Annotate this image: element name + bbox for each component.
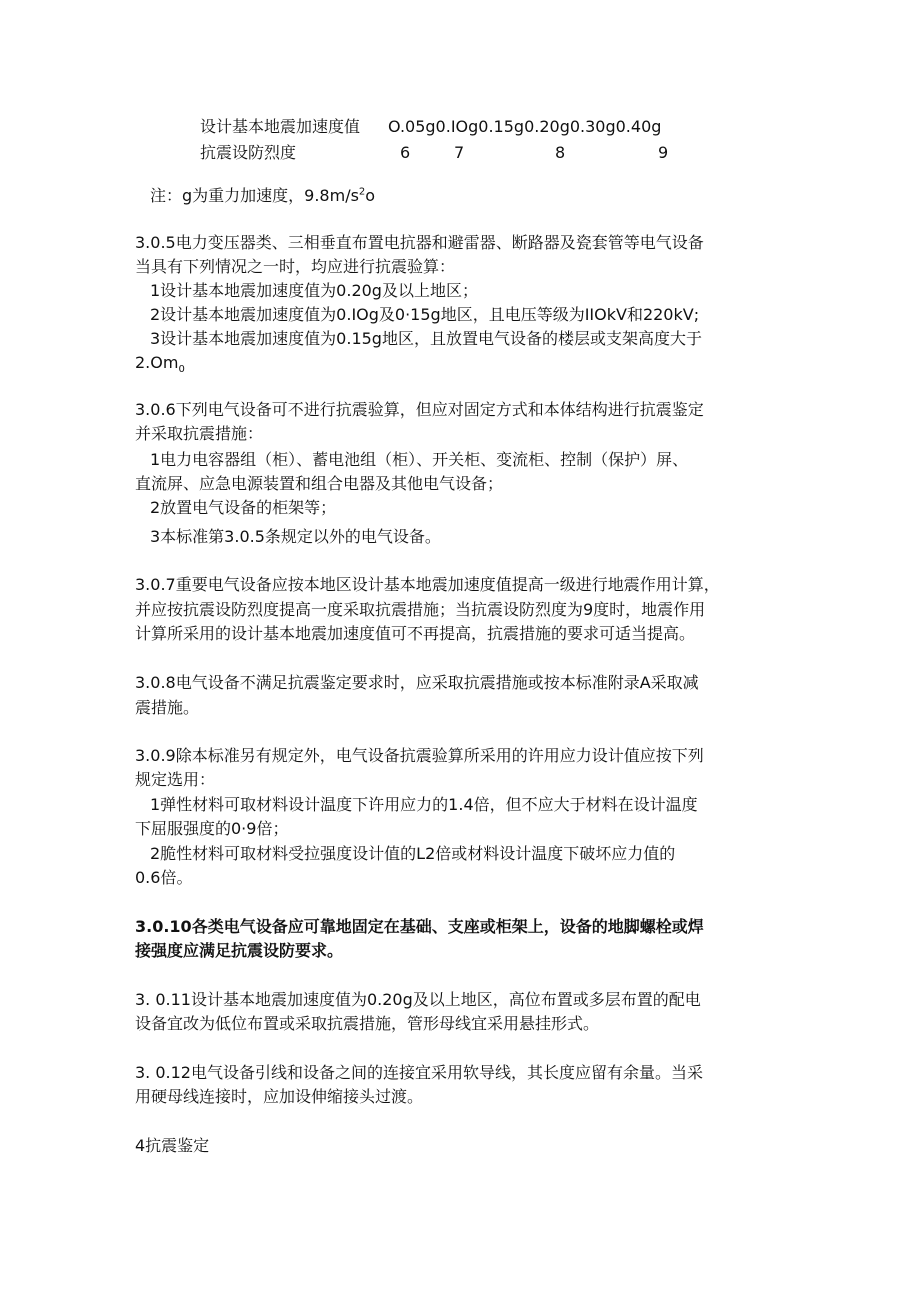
clause-3-0-5-line-1: 3.0.5电力变压器类、三相垂直布置电抗器和避雷器、断路器及瓷套管等电气设备: [135, 233, 704, 252]
note-text: 注：g为重力加速度，9.8m/s: [150, 186, 359, 205]
clause-3-0-5-line-6-text: 2.Om: [135, 353, 179, 372]
table-value-intensity-9: 9: [658, 143, 669, 162]
clause-3-0-11-line-2: 设备宜改为低位布置或采取抗震措施，管形母线宜采用悬挂形式。: [135, 1014, 600, 1033]
table-value-intensity-7: 7: [454, 143, 465, 162]
clause-3-0-5-item-2: 2设计基本地震加速度值为0.IOg及0·15g地区，且电压等级为IIOkV和220kV;: [150, 305, 700, 324]
table-values-acceleration: O.05g0.IOg0.15g0.20g0.30g0.40g: [388, 117, 662, 136]
clause-3-0-12-line-2: 用硬母线连接时，应加设伸缩接头过渡。: [135, 1087, 424, 1106]
clause-3-0-6-line-1: 3.0.6下列电气设备可不进行抗震验算，但应对固定方式和本体结构进行抗震鉴定: [135, 400, 704, 419]
table-label-acceleration: 设计基本地震加速度值: [200, 117, 361, 136]
note-tail: o: [365, 186, 376, 205]
clause-3-0-7-line-2: 并应按抗震设防烈度提高一度采取抗震措施；当抗震设防烈度为9度时，地震作用: [135, 600, 706, 619]
clause-3-0-6-item-3: 3本标准第3.0.5条规定以外的电气设备。: [150, 527, 441, 546]
clause-3-0-10-line-2: 接强度应满足抗震设防要求。: [135, 941, 344, 960]
clause-3-0-6-line-4: 直流屏、应急电源装置和组合电器及其他电气设备；: [135, 474, 504, 493]
clause-3-0-9-line-6: 0.6倍。: [135, 868, 193, 887]
clause-3-0-5-item-1: 1设计基本地震加速度值为0.20g及以上地区；: [150, 281, 478, 300]
clause-3-0-5-item-3: 3设计基本地震加速度值为0.15g地区，且放置电气设备的楼层或支架高度大于: [150, 329, 702, 348]
clause-3-0-11-line-1: 3. 0.11设计基本地震加速度值为0.20g及以上地区，高位布置或多层布置的配电: [135, 990, 701, 1009]
clause-3-0-9-line-1: 3.0.9除本标准另有规定外，电气设备抗震验算所采用的许用应力设计值应按下列: [135, 746, 704, 765]
clause-3-0-9-line-2: 规定选用：: [135, 770, 216, 789]
clause-3-0-6-item-1: 1电力电容器组（柜）、蓄电池组（柜）、开关柜、变流柜、控制（保护）屏、: [150, 450, 689, 469]
clause-3-0-8-line-2: 震措施。: [135, 698, 200, 717]
clause-3-0-10-line-1: 3.0.10各类电气设备应可靠地固定在基础、支座或柜架上，设备的地脚螺栓或焊: [135, 917, 704, 936]
clause-3-0-7-line-3: 计算所采用的设计基本地震加速度值可不再提高，抗震措施的要求可适当提高。: [135, 624, 696, 643]
clause-3-0-7-line-1: 3.0.7重要电气设备应按本地区设计基本地震加速度值提高一级进行地震作用计算，: [135, 575, 720, 594]
table-note: [150, 185, 810, 207]
table-label-intensity: 抗震设防烈度: [200, 143, 297, 162]
clause-3-0-6-line-2: 并采取抗震措施：: [135, 424, 264, 443]
clause-3-0-6-item-2: 2放置电气设备的柜架等；: [150, 498, 337, 517]
clause-3-0-9-line-4: 下屈服强度的0·9倍；: [135, 819, 289, 838]
clause-3-0-12-line-1: 3. 0.12电气设备引线和设备之间的连接宜采用软导线，其长度应留有余量。当采: [135, 1063, 703, 1082]
clause-3-0-5-line-6-sub: 0: [178, 364, 185, 376]
table-value-intensity-6: 6: [400, 143, 411, 162]
note-sup: 2: [358, 186, 366, 198]
clause-3-0-9-item-2: 2脆性材料可取材料受拉强度设计值的L2倍或材料设计温度下破坏应力值的: [150, 844, 676, 863]
clause-3-0-5-line-6: [135, 352, 795, 374]
clause-3-0-8-line-1: 3.0.8电气设备不满足抗震鉴定要求时，应采取抗震措施或按本标准附录A采取减: [135, 673, 699, 692]
table-value-intensity-8: 8: [555, 143, 566, 162]
clause-3-0-5-line-2: 当具有下列情况之一时，均应进行抗震验算：: [135, 257, 456, 276]
clause-3-0-9-item-1: 1弹性材料可取材料设计温度下许用应力的1.4倍，但不应大于材料在设计温度: [150, 795, 698, 814]
section-heading-4: 4抗震鉴定: [135, 1136, 210, 1155]
